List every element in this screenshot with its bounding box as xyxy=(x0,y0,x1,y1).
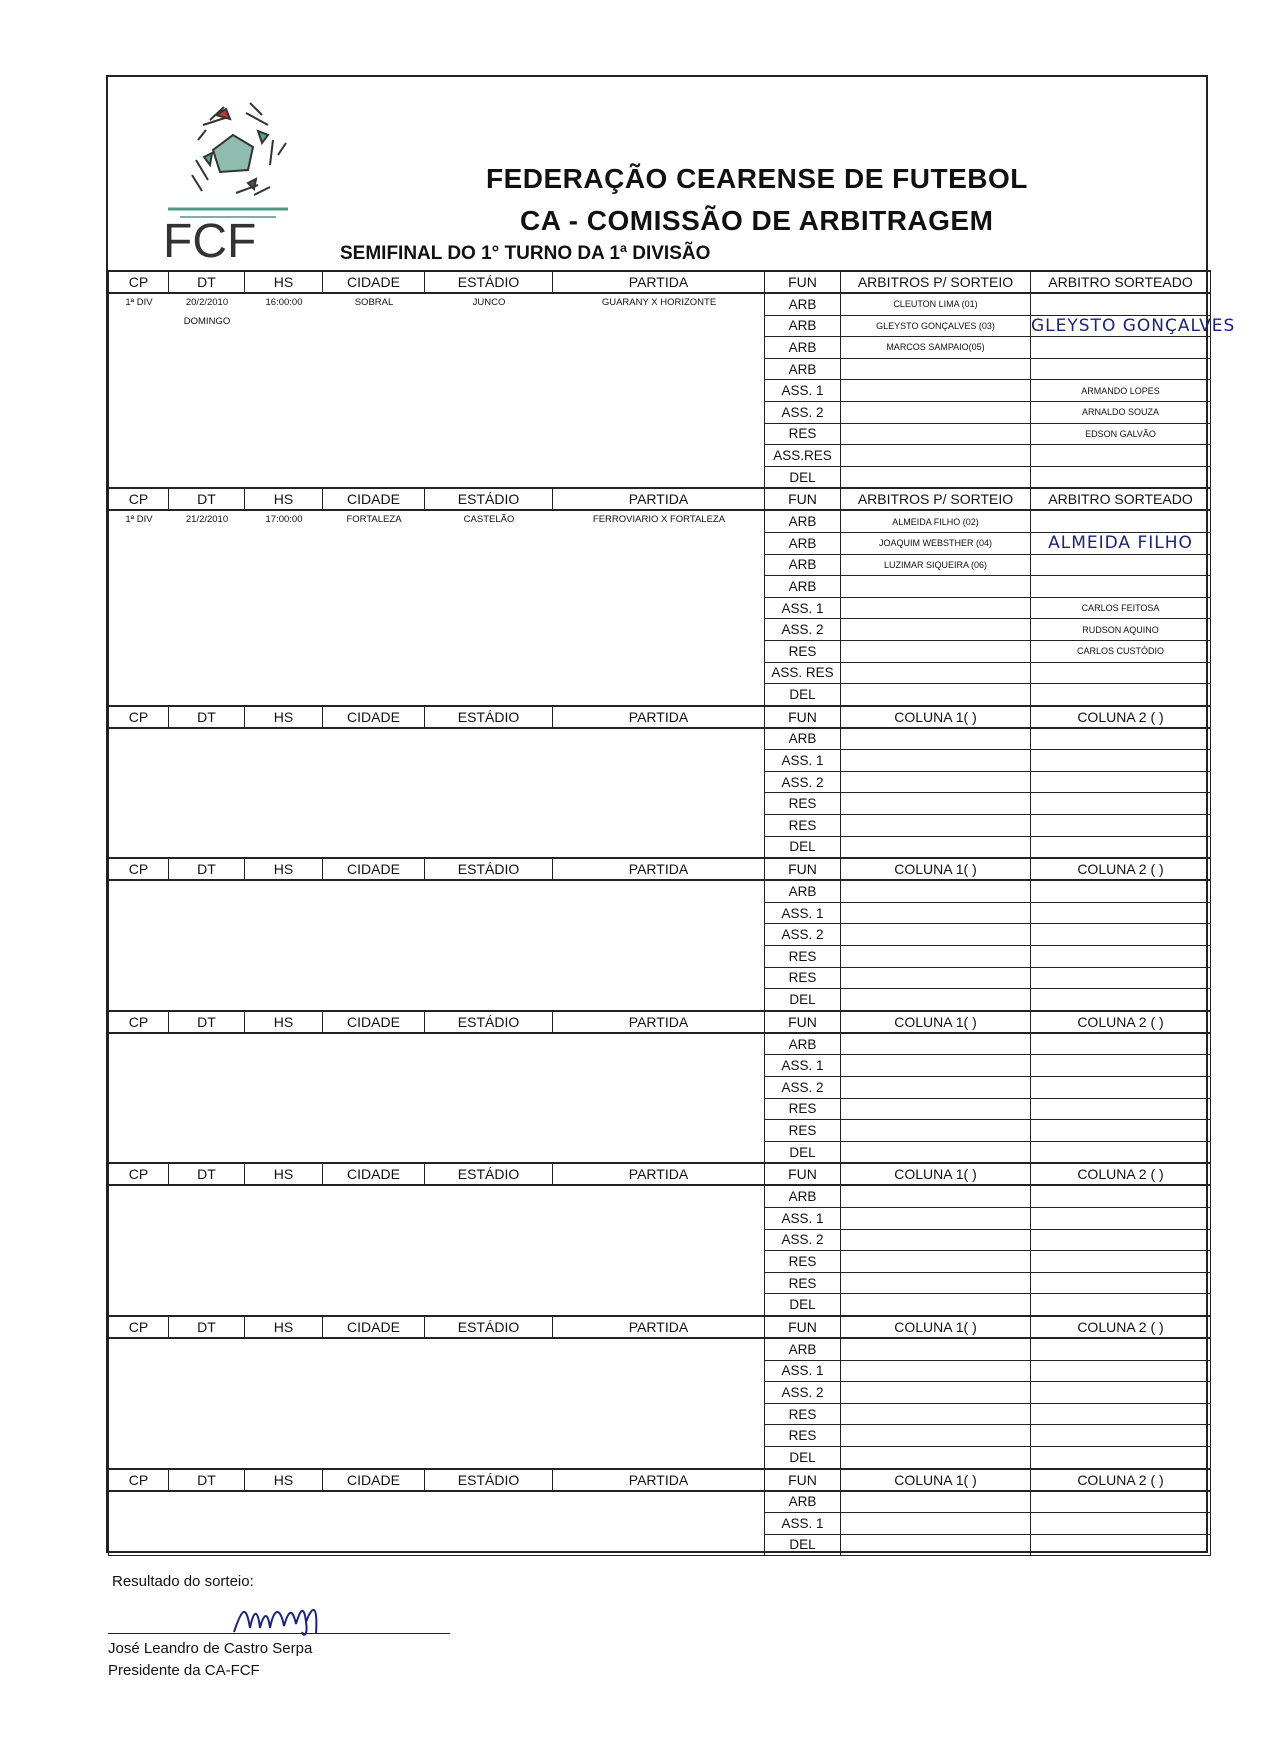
column-header: CIDADE xyxy=(323,1316,425,1338)
column-1-cell xyxy=(841,815,1031,837)
column-2-cell xyxy=(1031,836,1211,858)
column-header: ESTÁDIO xyxy=(425,1163,553,1185)
column-2-cell xyxy=(1031,1294,1211,1316)
column-1-cell xyxy=(841,1403,1031,1425)
competition xyxy=(109,511,169,525)
column-2-cell xyxy=(1031,1382,1211,1404)
function-cell: ARB xyxy=(765,1185,841,1207)
column-1-cell xyxy=(841,1077,1031,1099)
game-date xyxy=(169,294,245,327)
column-2-cell xyxy=(1031,989,1211,1011)
referee-drawn xyxy=(1031,445,1211,467)
column-header: COLUNA 2 ( ) xyxy=(1031,706,1211,728)
function-cell: ARB xyxy=(765,554,841,576)
column-header: COLUNA 2 ( ) xyxy=(1031,1163,1211,1185)
function-cell: RES xyxy=(765,1120,841,1142)
function-cell: ASS.RES xyxy=(765,445,841,467)
match xyxy=(553,511,765,525)
function-cell: RES xyxy=(765,946,841,968)
game-time-value: 17:00:00 xyxy=(265,514,303,526)
column-1-cell xyxy=(841,793,1031,815)
function-cell: ASS. 1 xyxy=(765,1207,841,1229)
function-cell: ASS. 1 xyxy=(765,380,841,402)
column-header: COLUNA 1( ) xyxy=(841,858,1031,880)
column-header: HS xyxy=(245,1163,323,1185)
column-header: CIDADE xyxy=(323,1469,425,1491)
referee-candidate xyxy=(841,576,1031,598)
column-header: PARTIDA xyxy=(553,1163,765,1185)
empty-game-info xyxy=(109,1338,765,1469)
column-header: ESTÁDIO xyxy=(425,858,553,880)
column-1-cell xyxy=(841,902,1031,924)
column-1-cell xyxy=(841,1294,1031,1316)
column-2-cell xyxy=(1031,1185,1211,1207)
table-row xyxy=(109,880,1211,902)
table-header-row xyxy=(109,858,1211,880)
table-header-row xyxy=(109,488,1211,510)
column-header: CIDADE xyxy=(323,706,425,728)
function-cell: RES xyxy=(765,1272,841,1294)
column-2-cell xyxy=(1031,771,1211,793)
column-header: HS xyxy=(245,858,323,880)
stadium xyxy=(425,511,553,525)
column-header: ESTÁDIO xyxy=(425,271,553,293)
referee-candidate xyxy=(841,684,1031,706)
function-cell: DEL xyxy=(765,466,841,488)
signer-name: José Leandro de Castro Serpa xyxy=(108,1640,313,1657)
column-1-cell xyxy=(841,836,1031,858)
column-header: DT xyxy=(169,271,245,293)
game-info-cells xyxy=(109,293,765,488)
column-header: CIDADE xyxy=(323,1163,425,1185)
column-1-cell xyxy=(841,924,1031,946)
column-header: CIDADE xyxy=(323,488,425,510)
game-date-value: 21/2/2010 xyxy=(185,514,229,526)
referee-candidate: MARCOS SAMPAIO(05) xyxy=(841,337,1031,359)
column-1-cell xyxy=(841,1207,1031,1229)
column-header: DT xyxy=(169,1469,245,1491)
column-header: CP xyxy=(109,1316,169,1338)
column-header: ESTÁDIO xyxy=(425,706,553,728)
column-header: FUN xyxy=(765,488,841,510)
function-cell: DEL xyxy=(765,989,841,1011)
function-cell: ASS. 1 xyxy=(765,902,841,924)
city-value: FORTALEZA xyxy=(346,514,402,526)
column-2-cell xyxy=(1031,1513,1211,1535)
column-2-cell xyxy=(1031,946,1211,968)
function-cell: ASS. 2 xyxy=(765,771,841,793)
column-header: DT xyxy=(169,706,245,728)
column-2-cell xyxy=(1031,1120,1211,1142)
column-header: FUN xyxy=(765,1469,841,1491)
column-1-cell xyxy=(841,1055,1031,1077)
column-2-cell xyxy=(1031,1207,1211,1229)
column-2-cell xyxy=(1031,1338,1211,1360)
table-header-row xyxy=(109,1316,1211,1338)
table-header-row xyxy=(109,1469,1211,1491)
column-2-cell xyxy=(1031,1055,1211,1077)
referee-drawn: CARLOS FEITOSA xyxy=(1031,597,1211,619)
column-header: CIDADE xyxy=(323,858,425,880)
column-header: FUN xyxy=(765,1011,841,1033)
column-2-cell xyxy=(1031,728,1211,750)
column-header: CP xyxy=(109,271,169,293)
function-cell: ASS. 1 xyxy=(765,597,841,619)
referee-drawn: RUDSON AQUINO xyxy=(1031,619,1211,641)
function-cell: ARB xyxy=(765,337,841,359)
column-1-cell xyxy=(841,1033,1031,1055)
empty-game-info xyxy=(109,728,765,859)
table-row xyxy=(109,293,1211,315)
column-header: DT xyxy=(169,858,245,880)
column-2-cell xyxy=(1031,1403,1211,1425)
column-1-cell xyxy=(841,880,1031,902)
column-header: COLUNA 2 ( ) xyxy=(1031,1469,1211,1491)
referee-candidate xyxy=(841,466,1031,488)
referee-draw-sheet xyxy=(106,75,1236,1553)
function-cell: ARB xyxy=(765,1491,841,1513)
function-cell: ARB xyxy=(765,1033,841,1055)
column-1-cell xyxy=(841,1534,1031,1556)
referee-drawn xyxy=(1031,293,1211,315)
column-1-cell xyxy=(841,1491,1031,1513)
referee-candidate xyxy=(841,358,1031,380)
column-header: HS xyxy=(245,706,323,728)
column-1-cell xyxy=(841,967,1031,989)
table-row xyxy=(109,510,1211,532)
column-2-cell xyxy=(1031,1033,1211,1055)
function-cell: ARB xyxy=(765,1338,841,1360)
column-header: PARTIDA xyxy=(553,1011,765,1033)
handwritten-signature xyxy=(232,1598,332,1638)
column-header: CIDADE xyxy=(323,1011,425,1033)
empty-game-info xyxy=(109,1033,765,1164)
signature-line xyxy=(108,1633,450,1634)
column-header: PARTIDA xyxy=(553,488,765,510)
referee-drawn: ARMANDO LOPES xyxy=(1031,380,1211,402)
logo-text: FCF xyxy=(163,215,257,268)
table-header-row xyxy=(109,1163,1211,1185)
column-header: FUN xyxy=(765,706,841,728)
column-2-cell xyxy=(1031,1446,1211,1468)
signer-role: Presidente da CA-FCF xyxy=(108,1662,260,1679)
game-time xyxy=(245,511,323,525)
column-header: COLUNA 1( ) xyxy=(841,706,1031,728)
column-header: PARTIDA xyxy=(553,271,765,293)
column-header: FUN xyxy=(765,1163,841,1185)
function-cell: ARB xyxy=(765,315,841,337)
column-2-cell xyxy=(1031,1251,1211,1273)
function-cell: DEL xyxy=(765,1294,841,1316)
column-2-cell xyxy=(1031,815,1211,837)
column-header: CP xyxy=(109,1163,169,1185)
referee-drawn xyxy=(1031,576,1211,598)
function-cell: ASS. 1 xyxy=(765,1055,841,1077)
column-header: PARTIDA xyxy=(553,1316,765,1338)
function-cell: RES xyxy=(765,1098,841,1120)
column-1-cell xyxy=(841,946,1031,968)
competition-value: 1ª DIV xyxy=(125,297,153,308)
function-cell: DEL xyxy=(765,836,841,858)
column-header: ESTÁDIO xyxy=(425,1011,553,1033)
function-cell: ARB xyxy=(765,880,841,902)
column-header: FUN xyxy=(765,271,841,293)
function-cell: ARB xyxy=(765,293,841,315)
column-2-cell xyxy=(1031,1098,1211,1120)
column-header: PARTIDA xyxy=(553,706,765,728)
function-cell: DEL xyxy=(765,1446,841,1468)
column-2-cell xyxy=(1031,880,1211,902)
column-1-cell xyxy=(841,1098,1031,1120)
column-2-cell xyxy=(1031,1077,1211,1099)
column-2-cell xyxy=(1031,1534,1211,1556)
column-header: HS xyxy=(245,488,323,510)
column-header: CIDADE xyxy=(323,271,425,293)
column-1-cell xyxy=(841,750,1031,772)
column-header: DT xyxy=(169,488,245,510)
referee-candidate xyxy=(841,662,1031,684)
referee-candidate xyxy=(841,445,1031,467)
column-1-cell xyxy=(841,1425,1031,1447)
function-cell: ASS. 1 xyxy=(765,1513,841,1535)
column-header: DT xyxy=(169,1316,245,1338)
column-header: FUN xyxy=(765,858,841,880)
column-header: CP xyxy=(109,488,169,510)
column-header: CP xyxy=(109,858,169,880)
function-cell: ASS. 2 xyxy=(765,1077,841,1099)
column-header: ESTÁDIO xyxy=(425,488,553,510)
column-2-cell xyxy=(1031,1272,1211,1294)
referee-candidate xyxy=(841,619,1031,641)
function-cell: RES xyxy=(765,793,841,815)
game-weekday: DOMINGO xyxy=(183,316,231,327)
column-2-cell xyxy=(1031,1425,1211,1447)
match-value: GUARANY X HORIZONTE xyxy=(601,297,717,308)
column-2-cell xyxy=(1031,902,1211,924)
game-date xyxy=(169,511,245,525)
referee-drawn xyxy=(1031,358,1211,380)
column-2-cell xyxy=(1031,1229,1211,1251)
function-cell: ASS. 2 xyxy=(765,924,841,946)
column-1-cell xyxy=(841,1272,1031,1294)
function-cell: ARB xyxy=(765,728,841,750)
referee-candidate: GLEYSTO GONÇALVES (03) xyxy=(841,315,1031,337)
function-cell: ARB xyxy=(765,358,841,380)
column-1-cell xyxy=(841,728,1031,750)
column-1-cell xyxy=(841,1185,1031,1207)
column-1-cell xyxy=(841,1446,1031,1468)
column-2-cell xyxy=(1031,750,1211,772)
column-header: PARTIDA xyxy=(553,858,765,880)
function-cell: ASS. 1 xyxy=(765,1360,841,1382)
function-cell: ASS. RES xyxy=(765,662,841,684)
function-cell: RES xyxy=(765,1425,841,1447)
stadium-value: JUNCO xyxy=(472,297,506,308)
competition-value: 1ª DIV xyxy=(125,514,153,526)
function-cell: RES xyxy=(765,1251,841,1273)
table-row xyxy=(109,1185,1211,1207)
game-time xyxy=(245,294,323,327)
referee-candidate xyxy=(841,401,1031,423)
column-header: DT xyxy=(169,1011,245,1033)
game-time-value: 16:00:00 xyxy=(265,297,303,308)
title-federation: FEDERAÇÃO CEARENSE DE FUTEBOL xyxy=(486,163,1028,194)
referee-candidate: ALMEIDA FILHO (02) xyxy=(841,510,1031,532)
column-1-cell xyxy=(841,989,1031,1011)
function-cell: DEL xyxy=(765,684,841,706)
title-commission: CA - COMISSÃO DE ARBITRAGEM xyxy=(520,205,994,236)
city xyxy=(323,294,425,327)
city-value: SOBRAL xyxy=(354,297,394,308)
column-2-cell xyxy=(1031,924,1211,946)
competition xyxy=(109,294,169,327)
empty-game-info xyxy=(109,880,765,1011)
function-cell: RES xyxy=(765,815,841,837)
referee-candidate: JOAQUIM WEBSTHER (04) xyxy=(841,532,1031,554)
referee-drawn xyxy=(1031,684,1211,706)
column-header: COLUNA 1( ) xyxy=(841,1469,1031,1491)
column-1-cell xyxy=(841,771,1031,793)
referee-drawn xyxy=(1031,510,1211,532)
column-header: COLUNA 1( ) xyxy=(841,1316,1031,1338)
function-cell: ASS. 2 xyxy=(765,619,841,641)
function-cell: RES xyxy=(765,967,841,989)
column-header: ARBITROS P/ SORTEIO xyxy=(841,488,1031,510)
stadium-value: CASTELÃO xyxy=(463,514,515,526)
empty-game-info xyxy=(109,1491,765,1556)
function-cell: ASS. 2 xyxy=(765,401,841,423)
column-header: HS xyxy=(245,1011,323,1033)
column-header: ARBITRO SORTEADO xyxy=(1031,271,1211,293)
column-header: FUN xyxy=(765,1316,841,1338)
column-1-cell xyxy=(841,1338,1031,1360)
referee-drawn: CARLOS CUSTÓDIO xyxy=(1031,640,1211,662)
table-header-row xyxy=(109,706,1211,728)
function-cell: RES xyxy=(765,1403,841,1425)
column-1-cell xyxy=(841,1360,1031,1382)
referee-candidate xyxy=(841,380,1031,402)
referee-drawn: GLEYSTO GONÇALVES xyxy=(1031,315,1236,336)
referee-candidate: CLEUTON LIMA (01) xyxy=(841,293,1031,315)
table-row xyxy=(109,1033,1211,1055)
column-header: ESTÁDIO xyxy=(425,1469,553,1491)
function-cell: ARB xyxy=(765,510,841,532)
fcf-logo xyxy=(158,95,308,268)
referee-drawn xyxy=(1031,337,1211,359)
game-date-value: 20/2/2010 xyxy=(185,297,229,308)
column-header: CP xyxy=(109,1469,169,1491)
function-cell: RES xyxy=(765,640,841,662)
referee-drawn: EDSON GALVÃO xyxy=(1031,423,1211,445)
column-header: DT xyxy=(169,1163,245,1185)
table-row xyxy=(109,728,1211,750)
column-1-cell xyxy=(841,1229,1031,1251)
column-2-cell xyxy=(1031,1491,1211,1513)
referee-candidate xyxy=(841,597,1031,619)
function-cell: ASS. 2 xyxy=(765,1382,841,1404)
column-header: COLUNA 1( ) xyxy=(841,1011,1031,1033)
referee-drawn xyxy=(1031,662,1211,684)
column-1-cell xyxy=(841,1382,1031,1404)
column-1-cell xyxy=(841,1141,1031,1163)
table-header-row xyxy=(109,271,1211,293)
column-2-cell xyxy=(1031,793,1211,815)
game-info-cells xyxy=(109,510,765,705)
column-2-cell xyxy=(1031,1360,1211,1382)
column-header: HS xyxy=(245,1316,323,1338)
referee-drawn xyxy=(1031,466,1211,488)
column-1-cell xyxy=(841,1120,1031,1142)
referee-drawn xyxy=(1031,554,1211,576)
column-header: COLUNA 2 ( ) xyxy=(1031,1011,1211,1033)
function-cell: ASS. 1 xyxy=(765,750,841,772)
column-header: CP xyxy=(109,1011,169,1033)
column-header: ARBITROS P/ SORTEIO xyxy=(841,271,1031,293)
referee-candidate: LUZIMAR SIQUEIRA (06) xyxy=(841,554,1031,576)
column-header: ARBITRO SORTEADO xyxy=(1031,488,1211,510)
draw-result-label: Resultado do sorteio: xyxy=(112,1573,254,1590)
document-header xyxy=(108,77,1206,271)
column-2-cell xyxy=(1031,1141,1211,1163)
function-cell: ASS. 2 xyxy=(765,1229,841,1251)
city xyxy=(323,511,425,525)
column-header: COLUNA 1( ) xyxy=(841,1163,1031,1185)
column-header: HS xyxy=(245,1469,323,1491)
referee-drawn: ARNALDO SOUZA xyxy=(1031,401,1211,423)
stadium xyxy=(425,294,553,327)
table-row xyxy=(109,1338,1211,1360)
column-header: ESTÁDIO xyxy=(425,1316,553,1338)
column-2-cell xyxy=(1031,967,1211,989)
document-subtitle: SEMIFINAL DO 1° TURNO DA 1ª DIVISÃO xyxy=(340,243,711,264)
function-cell: DEL xyxy=(765,1141,841,1163)
empty-game-info xyxy=(109,1185,765,1316)
column-1-cell xyxy=(841,1251,1031,1273)
column-header: PARTIDA xyxy=(553,1469,765,1491)
referee-candidate xyxy=(841,640,1031,662)
function-cell: ARB xyxy=(765,576,841,598)
column-header: COLUNA 2 ( ) xyxy=(1031,1316,1211,1338)
function-cell: ARB xyxy=(765,532,841,554)
referee-drawn: ALMEIDA FILHO xyxy=(1031,532,1211,554)
column-header: COLUNA 2 ( ) xyxy=(1031,858,1211,880)
match-value: FERROVIARIO X FORTALEZA xyxy=(592,514,726,526)
table-header-row xyxy=(109,1011,1211,1033)
referee-table xyxy=(108,270,1236,1556)
column-header: CP xyxy=(109,706,169,728)
function-cell: DEL xyxy=(765,1534,841,1556)
function-cell: RES xyxy=(765,423,841,445)
match xyxy=(553,294,765,327)
table-row xyxy=(109,1491,1211,1513)
referee-candidate xyxy=(841,423,1031,445)
column-header: HS xyxy=(245,271,323,293)
column-1-cell xyxy=(841,1513,1031,1535)
